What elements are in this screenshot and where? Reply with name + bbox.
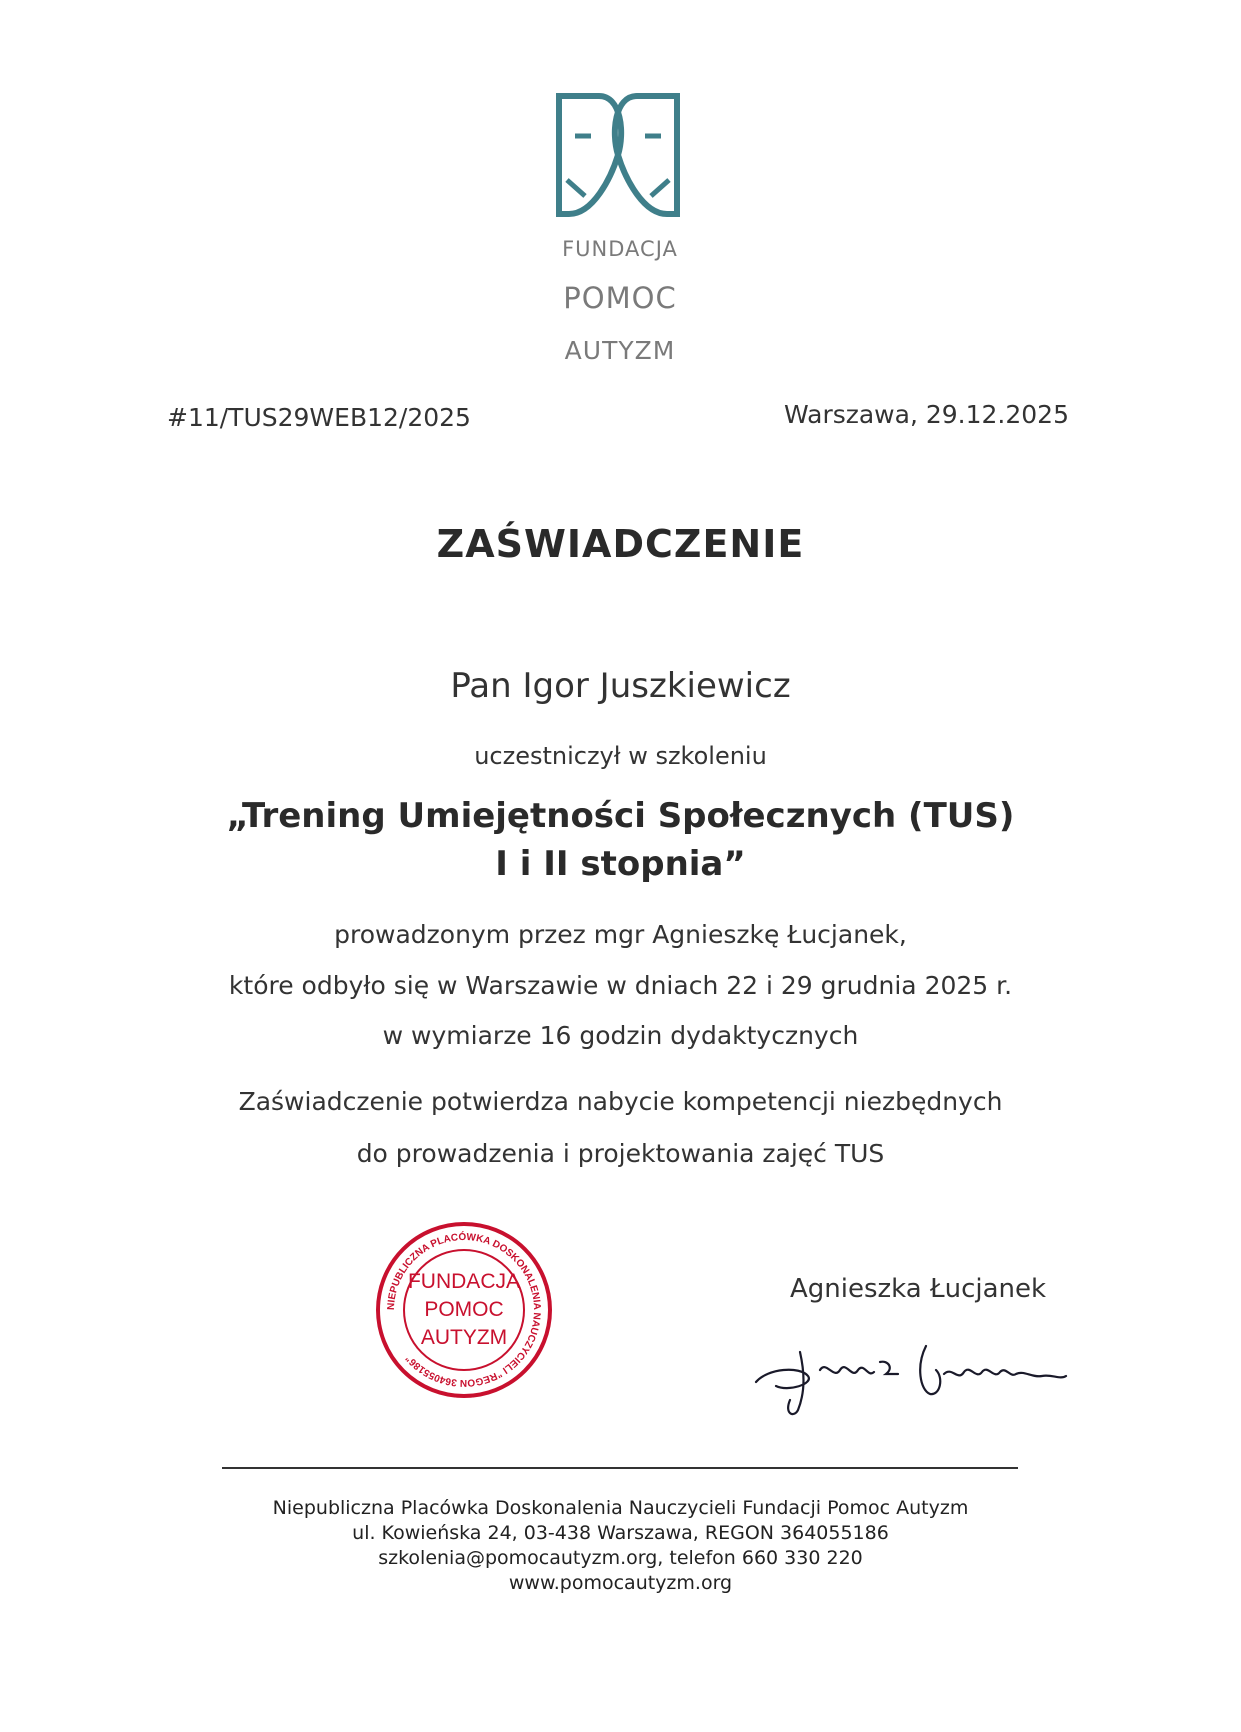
body-line-2: które odbyło się w Warszawie w dniach 22 i 29 grudnia 2025 r. [228, 971, 1013, 1000]
footer-line-1: Niepubliczna Placówka Doskonalenia Nauczycieli Fundacji Pomoc Autyzm [272, 1497, 969, 1519]
body-line-1: prowadzonym przez mgr Agnieszkę Łucjanek, [334, 920, 907, 949]
footer-line-4: www.pomocautyzm.org [508, 1572, 733, 1594]
org-name-line3: AUTYZM [564, 336, 676, 365]
org-name-line2: POMOC [563, 281, 677, 315]
official-stamp [374, 1220, 554, 1400]
stamp-ring-text: NIEPUBLICZNA PLACÓWKA DOSKONALENIA NAUCZYCIELI "REGON 364055186" [385, 1231, 543, 1389]
course-title [100, 792, 1141, 888]
body-line-4: Zaświadczenie potwierdza nabycie kompetencji niezbędnych [238, 1087, 1003, 1116]
reference-number: #11/TUS29WEB12/2025 [167, 403, 471, 432]
signature-text: Łucjanek Agnieszka [748, 1330, 758, 1331]
signer-name: Agnieszka Łucjanek [790, 1274, 1047, 1304]
footer-divider [222, 1467, 1018, 1469]
stamp-line1: FUNDACJA [407, 1270, 521, 1293]
foundation-logo-icon [555, 92, 681, 218]
handwritten-signature [748, 1330, 1078, 1420]
place-and-date: Warszawa, 29.12.2025 [784, 400, 1069, 429]
footer-line-2: ul. Kowieńska 24, 03-438 Warszawa, REGON 364055186 [352, 1522, 889, 1544]
course-title-line2: I i II stopnia” [495, 844, 746, 884]
intro-text: uczestniczył w szkoleniu [474, 742, 767, 770]
course-title-line1: „Trening Umiejętności Społecznych (TUS) [226, 796, 1015, 836]
footer-line-3: szkolenia@pomocautyzm.org, telefon 660 330 220 [378, 1547, 863, 1569]
body-line-3: w wymiarze 16 godzin dydaktycznych [382, 1021, 859, 1050]
stamp-line3: AUTYZM [420, 1326, 508, 1349]
document-title: ZAŚWIADCZENIE [436, 522, 805, 566]
stamp-line2: POMOC [424, 1298, 504, 1321]
recipient-name: Pan Igor Juszkiewicz [450, 666, 791, 706]
body-line-5: do prowadzenia i projektowania zajęć TUS [356, 1139, 885, 1168]
org-name-line1: FUNDACJA [562, 237, 678, 261]
